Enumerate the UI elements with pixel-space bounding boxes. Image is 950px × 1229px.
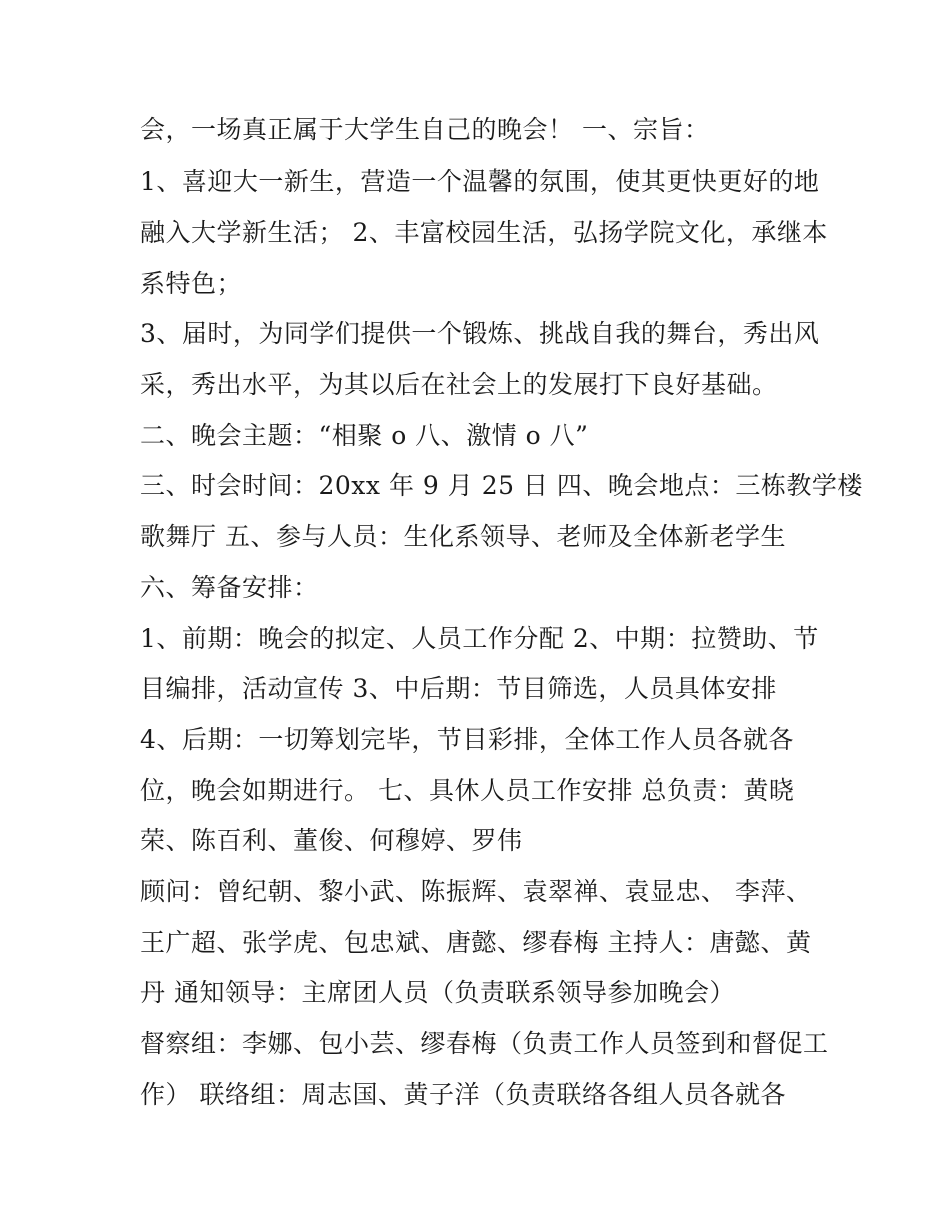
text-line: 4、后期：一切筹划完毕，节目彩排，全体工作人员各就各 — [140, 725, 794, 754]
text-line: 六、筹备安排： — [140, 573, 319, 602]
text-line: 1、前期：晚会的拟定、人员工作分配 2、中期：拉赞助、节 — [140, 624, 819, 653]
text-line: 系特色； — [140, 269, 243, 298]
text-line: 督察组：李娜、包小芸、缪春梅（负责工作人员签到和督促工 — [140, 1029, 829, 1058]
text-line: 歌舞厅 五、参与人员：生化系领导、老师及全体新老学生 — [140, 522, 786, 551]
text-line: 三、时会时间：20xx 年 9 月 25 日 四、晚会地点：三栋教学楼 — [140, 471, 863, 500]
text-line: 1、喜迎大一新生，营造一个温馨的氛围，使其更快更好的地 — [140, 167, 820, 196]
text-line: 目编排，活动宣传 3、中后期：节目筛选，人员具体安排 — [140, 674, 777, 703]
text-line: 3、届时，为同学们提供一个锻炼、挑战自我的舞台，秀出风 — [140, 319, 820, 348]
text-line: 采，秀出水平，为其以后在社会上的发展打下良好基础。 — [140, 370, 778, 399]
text-line: 二、晚会主题：“相聚 o 八、激情 o 八” — [140, 421, 589, 450]
text-line: 融入大学新生活； 2、丰富校园生活，弘扬学院文化，承继本 — [140, 218, 828, 247]
text-line: 作） 联络组：周志国、黄子洋（负责联络各组人员各就各 — [140, 1080, 786, 1109]
text-line: 位，晚会如期进行。 七、具休人员工作安排 总负责：黄晓 — [140, 776, 795, 805]
text-line: 王广超、张学虎、包忠斌、唐懿、缪春梅 主持人：唐懿、黄 — [140, 928, 812, 957]
text-line: 荣、陈百利、董俊、何穆婷、罗伟 — [140, 826, 523, 855]
text-line: 丹 通知领导：主席团人员（负责联系领导参加晚会） — [140, 978, 735, 1007]
text-line: 顾问：曾纪朝、黎小武、陈振辉、袁翠禅、袁显忠、 李萍、 — [140, 877, 812, 906]
text-line: 会，一场真正属于大学生自己的晚会！ 一、宗旨： — [140, 115, 710, 144]
